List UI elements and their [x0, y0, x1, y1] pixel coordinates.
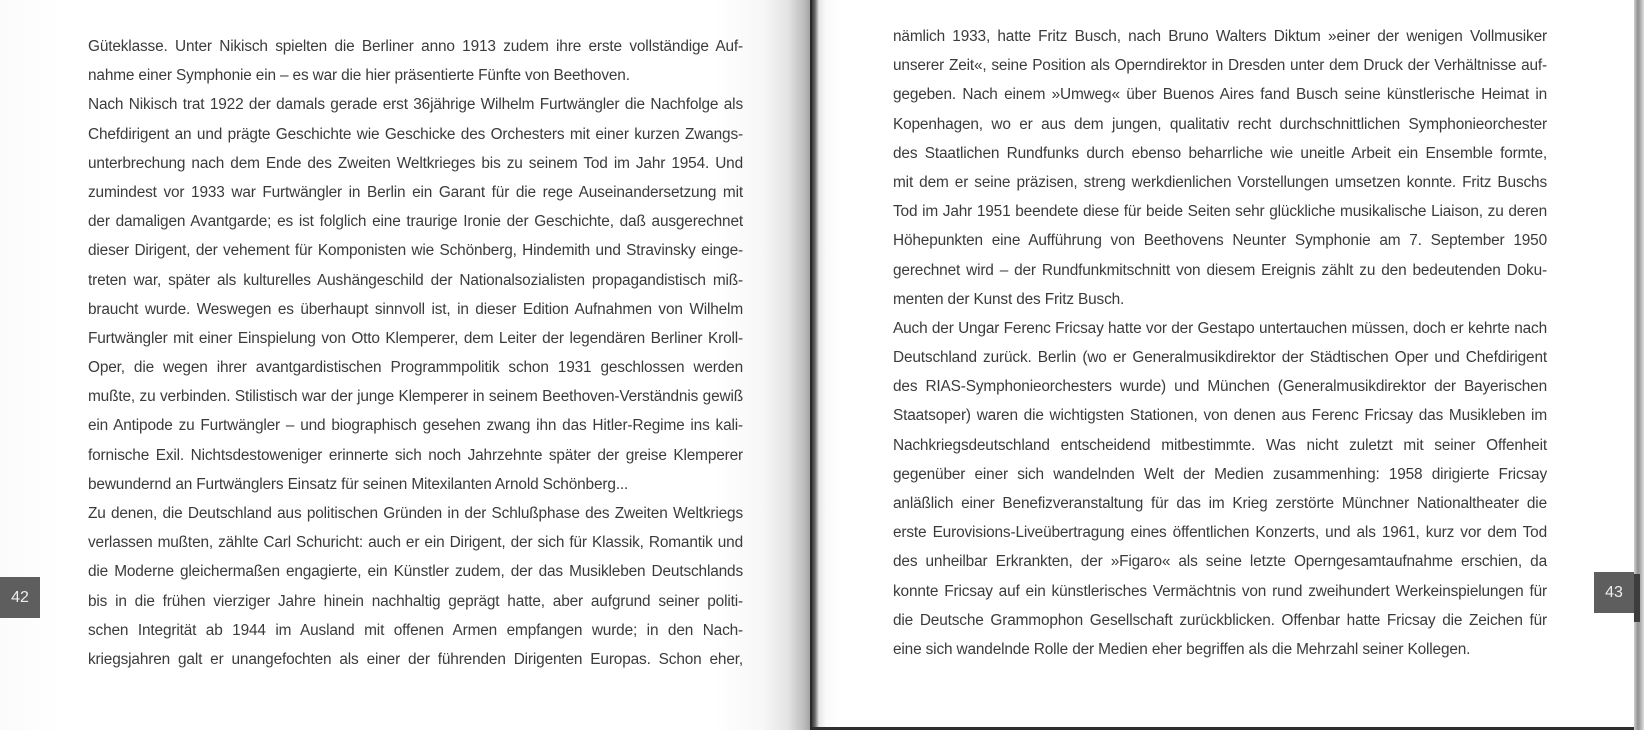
text-line: Kopenhagen, wo er aus dem jungen, qualitativ recht durchschnittlichen Symphonieorchester [893, 115, 1547, 133]
text-line: eine sich wandelnde Rolle der Medien eher begriffen als die Mehrzahl seiner Kollegen. [893, 640, 1471, 658]
text-line: Auch der Ungar Ferenc Fricsay hatte vor der Gestapo untertauchen müssen, doch er kehrte nach [893, 319, 1547, 337]
text-line: Zu denen, die Deutschland aus politischen Gründen in der Schlußphase des Zweiten Weltkriegs [88, 505, 743, 522]
page-number-left: 42 [0, 577, 40, 618]
text-line: nahme einer Symphonie ein – es war die hier präsentierte Fünfte von Beethoven. [88, 67, 630, 85]
text-line: mit dem er seine präzisen, streng werkdienlichen Vorstellungen umsetzen konnte. Fritz Buschs [893, 173, 1547, 191]
right-page-body-text [893, 22, 1547, 664]
text-line: Tod im Jahr 1951 beendete diese für beide Seiten sehr glückliche musikalische Liaison, zu deren [893, 203, 1547, 221]
text-line: bis in die frühen vierziger Jahre hinein nachhaltig geprägt hatte, aber aufgrund seiner politi- [88, 592, 743, 610]
text-line: des unheilbar Erkrankten, der »Figaro« als seine letzte Operngesamtaufnahme erschien, da [893, 553, 1547, 571]
text-line: Höhepunkten eine Aufführung von Beethovens Neunter Symphonie am 7. September 1950 [893, 232, 1547, 250]
text-line: Staatsoper) waren die wichtigsten Stationen, von denen aus Ferenc Fricsay das Musikleben im [893, 407, 1547, 425]
left-page-body-text [88, 32, 743, 674]
text-line: des RIAS-Symphonieorchesters wurde) und München (Generalmusikdirektor der Bayerischen [893, 378, 1547, 396]
text-line: unterbrechung nach dem Ende des Zweiten Weltkrieges bis zu seinem Tod im Jahr 1954. Und [88, 154, 743, 172]
left-page [0, 0, 812, 730]
text-line: kriegsjahren galt er unangefochten als einer der führenden Dirigenten Europas. Schon eher, [88, 650, 743, 668]
text-line: anläßlich einer Benefizveranstaltung für das im Krieg zerstörte Münchner Nationaltheater die [893, 495, 1547, 512]
text-line: Nachkriegsdeutschland entscheidend mitbestimmte. Was nicht zuletzt mit seiner Offenheit [893, 436, 1547, 454]
text-line: erste Eurovisions-Liveübertragung eines öffentlichen Konzerts, und als 1961, kurz vor dem Tod [893, 524, 1547, 542]
text-line: treten war, später als kulturelles Aushängeschild der Nationalsozialisten propagandistisch miß- [88, 271, 743, 289]
text-line: Nach Nikisch trat 1922 der damals gerade erst 36jährige Wilhelm Furtwängler die Nachfolge als [88, 96, 743, 114]
text-line: gegeben. Nach einem »Umweg« über Buenos Aires fand Busch seine künstlerische Heimat in [893, 86, 1547, 104]
text-line: gegenüber einer sich wandelnden Welt der Medien zusammenhing: 1958 dirigierte Fricsay [893, 465, 1547, 483]
text-line: Furtwängler mit einer Einspielung von Otto Klemperer, dem Leiter der legendären Berliner Kroll- [88, 329, 743, 347]
text-line: nämlich 1933, hatte Fritz Busch, nach Bruno Walters Diktum »einer der wenigen Vollmusiker [893, 28, 1547, 45]
text-line: braucht wurde. Weswegen es überhaupt sinnvoll ist, in dieser Edition Aufnahmen von Wilhelm [88, 300, 743, 318]
text-line: der damaligen Avantgarde; es ist folglich eine traurige Ironie der Geschichte, daß ausgerechnet [88, 213, 743, 231]
text-line: menten der Kunst des Fritz Busch. [893, 290, 1125, 308]
text-line: fornische Exil. Nichtsdestoweniger erinnerte sich noch Jahrzehnte später der greise Klemperer [88, 446, 743, 464]
page-number-right: 43 [1594, 572, 1634, 613]
text-line: bewundernd an Furtwänglers Einsatz für seinen Mitexilanten Arnold Schönberg... [88, 475, 629, 493]
text-line: konnte Fricsay auf ein künstlerisches Vermächtnis von rund zweihundert Werkeinspielungen für [893, 582, 1547, 600]
text-line: des Staatlichen Rundfunks durch ebenso beharrliche wie uneitle Arbeit ein Ensemble formte, [893, 144, 1547, 162]
text-line: mußte, zu verbinden. Stilistisch war der junge Klemperer in seinem Beethoven-Verständnis gewiß [88, 388, 743, 406]
text-line: ein Antipode zu Furtwängler – und biographisch gesehen zwang ihn das Hitler-Regime ins kali- [88, 417, 743, 435]
text-line: gerechnet wird – der Rundfunkmitschnitt von diesem Ereignis zählt zu den bedeutenden Doku- [893, 261, 1547, 279]
text-line: die Moderne gleichermaßen engagierte, ein Künstler zudem, der das Musikleben Deutschlands [88, 563, 743, 581]
text-line: Oper, die wegen ihrer avantgardistischen Programmpolitik schon 1931 geschlossen werden [88, 359, 743, 377]
right-page [812, 0, 1634, 730]
text-line: zumindest vor 1933 war Furtwängler in Berlin ein Garant für die rege Auseinandersetzung mit [88, 183, 743, 201]
text-line: dieser Dirigent, der vehement für Komponisten wie Schönberg, Hindemith und Stravinsky einge- [88, 242, 743, 260]
text-line: unserer Zeit«, seine Position als Operndirektor in Dresden unter dem Druck der Verhältnisse auf- [893, 57, 1547, 75]
thumb-index-mark [1634, 574, 1640, 622]
text-line: die Deutsche Grammophon Gesellschaft zurückblicken. Offenbar hatte Fricsay die Zeichen für [893, 611, 1547, 629]
text-line: Deutschland zurück. Berlin (wo er Generalmusikdirektor der Städtischen Oper und Chefdirigent [893, 349, 1547, 367]
text-line: schen Integrität ab 1944 im Ausland mit offenen Armen empfangen wurde; in den Nach- [88, 621, 743, 639]
text-line: Chefdirigent an und prägte Geschichte wie Geschicke des Orchesters mit einer kurzen Zwangs- [88, 125, 743, 143]
text-line: Güteklasse. Unter Nikisch spielten die Berliner anno 1913 zudem ihre erste vollständige Auf- [88, 38, 743, 55]
text-line: verlassen mußten, zählte Carl Schuricht: auch er ein Dirigent, der sich für Klassik, Romantik und [88, 534, 743, 552]
